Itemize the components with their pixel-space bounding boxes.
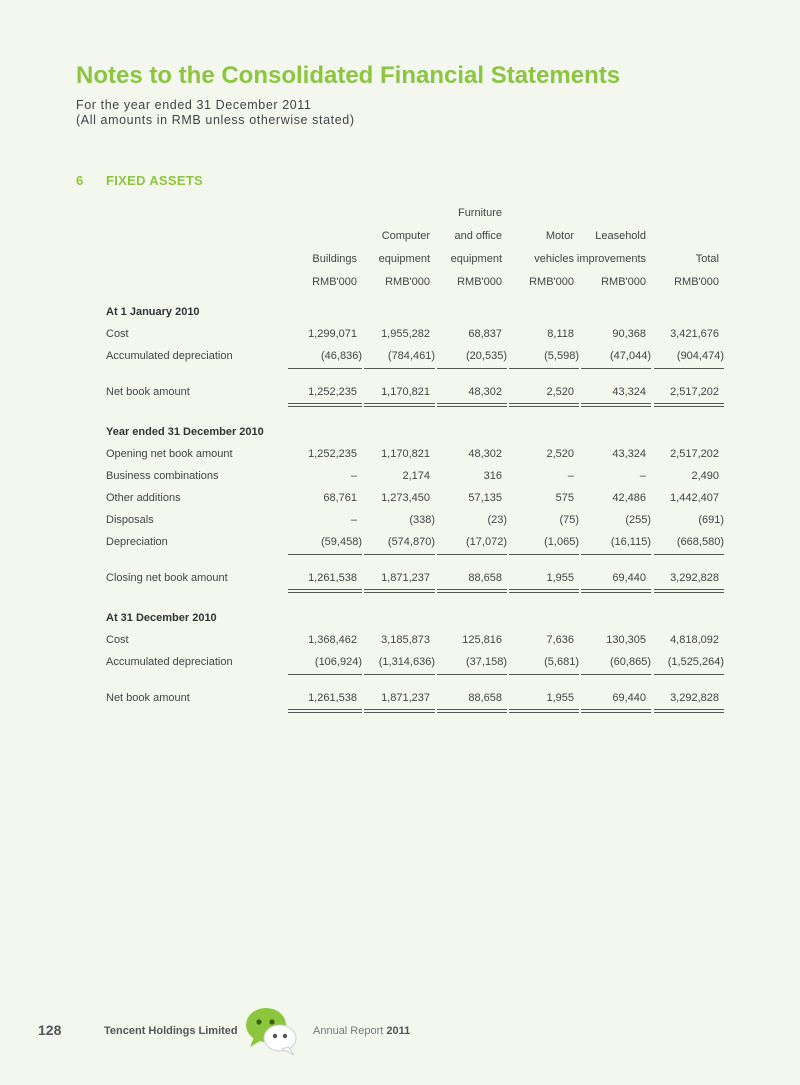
currency-note: (All amounts in RMB unless otherwise stated)	[76, 113, 355, 127]
single-underline	[288, 554, 362, 555]
table-cell: 125,816	[462, 634, 502, 646]
report-prefix: Annual Report	[313, 1025, 384, 1037]
row-label: Cost	[106, 634, 129, 646]
table-cell: (23)	[487, 514, 507, 526]
table-cell: 48,302	[468, 386, 502, 398]
single-underline	[581, 674, 651, 675]
column-header: Motor	[545, 230, 574, 242]
double-underline	[364, 589, 435, 593]
section-heading: At 1 January 2010	[106, 306, 200, 318]
double-underline	[364, 709, 435, 713]
table-cell: 1,252,235	[308, 448, 357, 460]
row-label: Disposals	[106, 514, 154, 526]
table-cell: (784,461)	[387, 350, 435, 362]
row-label: Accumulated depreciation	[106, 350, 233, 362]
table-cell: 69,440	[612, 572, 646, 584]
double-underline	[288, 589, 362, 593]
single-underline	[437, 368, 507, 369]
row-label: Accumulated depreciation	[106, 656, 233, 668]
row-label: Depreciation	[106, 536, 168, 548]
table-cell: 42,486	[612, 492, 646, 504]
table-cell: (37,158)	[466, 656, 507, 668]
single-underline	[288, 674, 362, 675]
table-cell: 1,261,538	[308, 572, 357, 584]
table-cell: 1,955	[546, 572, 574, 584]
table-cell: 1,368,462	[308, 634, 357, 646]
column-header: equipment	[378, 253, 430, 265]
column-header: RMB'000	[457, 276, 502, 288]
period-subtitle: For the year ended 31 December 2011	[76, 98, 312, 112]
table-cell: 1,299,071	[308, 328, 357, 340]
column-header: Buildings	[312, 253, 357, 265]
column-header: Furniture	[457, 207, 502, 219]
column-header: equipment	[450, 253, 502, 265]
table-cell: 3,421,676	[670, 328, 719, 340]
column-header: RMB'000	[385, 276, 430, 288]
table-cell: (106,924)	[314, 656, 362, 668]
table-cell: 1,955,282	[381, 328, 430, 340]
table-cell: (574,870)	[387, 536, 435, 548]
table-cell: (59,458)	[321, 536, 362, 548]
table-cell: (5,681)	[544, 656, 579, 668]
column-header: and office	[454, 230, 502, 242]
table-cell: 1,871,237	[381, 692, 430, 704]
section-title: FIXED ASSETS	[106, 173, 204, 188]
double-underline	[509, 589, 579, 593]
single-underline	[437, 554, 507, 555]
section-heading: Year ended 31 December 2010	[106, 426, 264, 438]
table-cell: –	[350, 514, 357, 526]
double-underline	[581, 403, 651, 407]
single-underline	[581, 368, 651, 369]
row-label: Business combinations	[106, 470, 219, 482]
row-label: Cost	[106, 328, 129, 340]
single-underline	[654, 368, 724, 369]
table-cell: (691)	[698, 514, 724, 526]
table-cell: (1,525,264)	[667, 656, 724, 668]
table-cell: 7,636	[546, 634, 574, 646]
table-cell: 1,955	[546, 692, 574, 704]
section-number: 6	[76, 173, 84, 188]
row-label: Opening net book amount	[106, 448, 233, 460]
page-title: Notes to the Consolidated Financial Statements	[76, 62, 621, 89]
double-underline	[288, 403, 362, 407]
table-cell: 316	[483, 470, 502, 482]
table-cell: (20,535)	[466, 350, 507, 362]
double-underline	[654, 589, 724, 593]
wechat-logo-icon	[242, 1003, 302, 1059]
column-header: Leasehold	[595, 230, 646, 242]
table-cell: 3,292,828	[670, 692, 719, 704]
table-cell: 1,273,450	[381, 492, 430, 504]
table-cell: 2,520	[546, 448, 574, 460]
table-cell: 2,490	[691, 470, 719, 482]
table-cell: –	[639, 470, 646, 482]
section-heading: At 31 December 2010	[106, 612, 217, 624]
table-cell: (16,115)	[610, 536, 651, 548]
column-header: improvements	[576, 253, 646, 265]
double-underline	[654, 403, 724, 407]
single-underline	[364, 368, 435, 369]
table-cell: 68,837	[468, 328, 502, 340]
table-cell: –	[567, 470, 574, 482]
double-underline	[288, 709, 362, 713]
table-cell: 8,118	[547, 328, 574, 340]
column-header: Total	[695, 253, 719, 265]
report-year: 2011	[386, 1025, 411, 1037]
table-cell: 2,174	[402, 470, 430, 482]
double-underline	[437, 589, 507, 593]
single-underline	[288, 368, 362, 369]
double-underline	[364, 403, 435, 407]
table-cell: (75)	[559, 514, 579, 526]
table-cell: (5,598)	[544, 350, 579, 362]
table-cell: 88,658	[468, 572, 502, 584]
table-cell: (255)	[625, 514, 651, 526]
report-label	[313, 1025, 410, 1037]
column-header: RMB'000	[312, 276, 357, 288]
table-cell: 3,292,828	[670, 572, 719, 584]
row-label: Closing net book amount	[106, 572, 228, 584]
double-underline	[581, 589, 651, 593]
table-cell: (338)	[409, 514, 435, 526]
table-cell: (60,865)	[610, 656, 651, 668]
row-label: Net book amount	[106, 386, 190, 398]
column-header: RMB'000	[674, 276, 719, 288]
table-cell: 43,324	[612, 448, 646, 460]
column-header: RMB'000	[601, 276, 646, 288]
table-cell: 1,170,821	[381, 386, 430, 398]
column-header: Computer	[381, 230, 430, 242]
single-underline	[509, 674, 579, 675]
table-cell: 3,185,873	[381, 634, 430, 646]
row-label: Net book amount	[106, 692, 190, 704]
company-name: Tencent Holdings Limited	[104, 1025, 238, 1037]
table-cell: 1,261,538	[308, 692, 357, 704]
table-cell: (904,474)	[676, 350, 724, 362]
single-underline	[364, 554, 435, 555]
table-cell: 130,305	[606, 634, 646, 646]
table-cell: 68,761	[323, 492, 357, 504]
column-header: vehicles	[534, 253, 574, 265]
table-cell: 69,440	[612, 692, 646, 704]
double-underline	[509, 403, 579, 407]
table-cell: (46,836)	[321, 350, 362, 362]
table-cell: (47,044)	[610, 350, 651, 362]
single-underline	[364, 674, 435, 675]
table-cell: 88,658	[468, 692, 502, 704]
single-underline	[437, 674, 507, 675]
table-cell: 1,170,821	[381, 448, 430, 460]
table-cell: 575	[555, 492, 574, 504]
table-cell: (668,580)	[676, 536, 724, 548]
table-cell: 1,871,237	[381, 572, 430, 584]
table-cell: 2,517,202	[670, 448, 719, 460]
single-underline	[581, 554, 651, 555]
table-cell: 4,818,092	[670, 634, 719, 646]
single-underline	[509, 368, 579, 369]
single-underline	[654, 554, 724, 555]
single-underline	[654, 674, 724, 675]
table-cell: 1,252,235	[308, 386, 357, 398]
single-underline	[509, 554, 579, 555]
row-label: Other additions	[106, 492, 181, 504]
column-header: RMB'000	[529, 276, 574, 288]
double-underline	[654, 709, 724, 713]
table-cell: 43,324	[612, 386, 646, 398]
table-cell: (1,314,636)	[378, 656, 435, 668]
double-underline	[437, 709, 507, 713]
table-cell: 57,135	[468, 492, 502, 504]
table-cell: 2,520	[546, 386, 574, 398]
table-cell: (1,065)	[544, 536, 579, 548]
table-cell: –	[350, 470, 357, 482]
table-cell: (17,072)	[466, 536, 507, 548]
double-underline	[581, 709, 651, 713]
table-cell: 1,442,407	[670, 492, 719, 504]
table-cell: 90,368	[612, 328, 646, 340]
table-cell: 2,517,202	[670, 386, 719, 398]
double-underline	[437, 403, 507, 407]
double-underline	[509, 709, 579, 713]
page-number: 128	[38, 1022, 62, 1038]
table-cell: 48,302	[468, 448, 502, 460]
